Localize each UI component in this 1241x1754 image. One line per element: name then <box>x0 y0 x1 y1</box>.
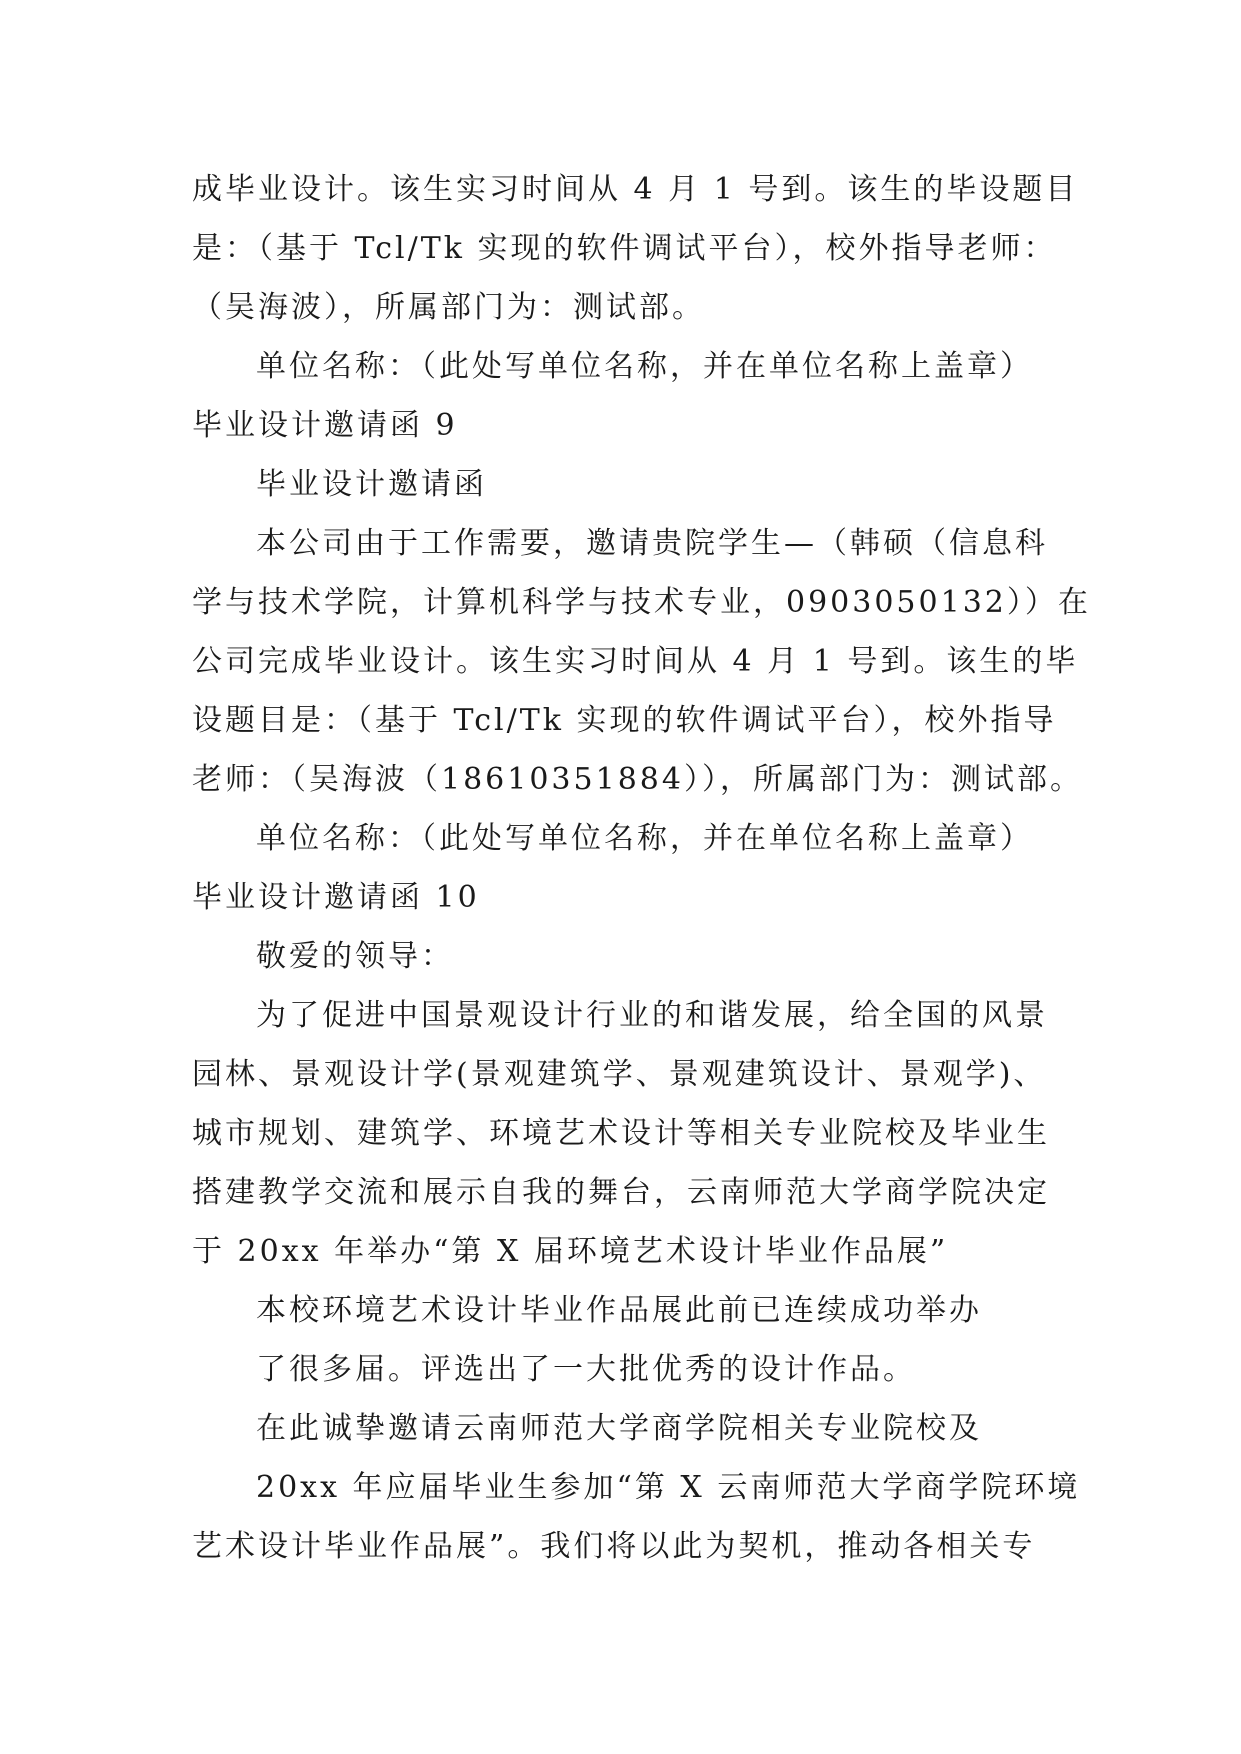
text-line: 为了促进中国景观设计行业的和谐发展，给全国的风景 <box>256 998 1048 1033</box>
text-line: 20xx 年应届毕业生参加“第 X 云南师范大学商学院环境 <box>256 1470 1081 1505</box>
text-line: 本校环境艺术设计毕业作品展此前已连续成功举办 <box>256 1293 982 1328</box>
text-line: 艺术设计毕业作品展”。我们将以此为契机，推动各相关专 <box>192 1529 1036 1564</box>
text-line: 设题目是：（基于 Tcl/Tk 实现的软件调试平台），校外指导 <box>192 703 1057 738</box>
text-line: 公司完成毕业设计。该生实习时间从 4 月 1 号到。该生的毕 <box>192 644 1079 679</box>
text-line: 老师：（吴海波（18610351884）），所属部门为：测试部。 <box>192 762 1083 797</box>
text-line: （吴海波），所属部门为：测试部。 <box>192 290 705 325</box>
text-line: 是：（基于 Tcl/Tk 实现的软件调试平台），校外指导老师： <box>192 231 1057 266</box>
document-body <box>192 160 1091 1576</box>
text-line: 搭建教学交流和展示自我的舞台，云南师范大学商学院决定 <box>192 1175 1050 1210</box>
section-heading: 毕业设计邀请函 10 <box>192 880 480 915</box>
unit-name-line: 单位名称：（此处写单位名称，并在单位名称上盖章） <box>256 349 1033 384</box>
text-line: 城市规划、建筑学、环境艺术设计等相关专业院校及毕业生 <box>192 1116 1050 1151</box>
text-line: 园林、景观设计学(景观建筑学、景观建筑设计、景观学)、 <box>192 1057 1047 1092</box>
letter-title: 毕业设计邀请函 <box>256 467 487 502</box>
section-heading: 毕业设计邀请函 9 <box>192 408 458 443</box>
unit-name-line: 单位名称：（此处写单位名称，并在单位名称上盖章） <box>256 821 1033 856</box>
salutation: 敬爱的领导： <box>256 939 454 974</box>
text-line: 本公司由于工作需要，邀请贵院学生—（韩硕（信息科 <box>256 526 1048 561</box>
text-line: 于 20xx 年举办“第 X 届环境艺术设计毕业作品展” <box>192 1234 949 1269</box>
text-line: 成毕业设计。该生实习时间从 4 月 1 号到。该生的毕设题目 <box>192 172 1079 207</box>
text-line: 在此诚挚邀请云南师范大学商学院相关专业院校及 <box>256 1411 982 1446</box>
text-line: 学与技术学院，计算机科学与技术专业，0903050132））在 <box>192 585 1091 620</box>
text-line: 了很多届。评选出了一大批优秀的设计作品。 <box>256 1352 916 1387</box>
